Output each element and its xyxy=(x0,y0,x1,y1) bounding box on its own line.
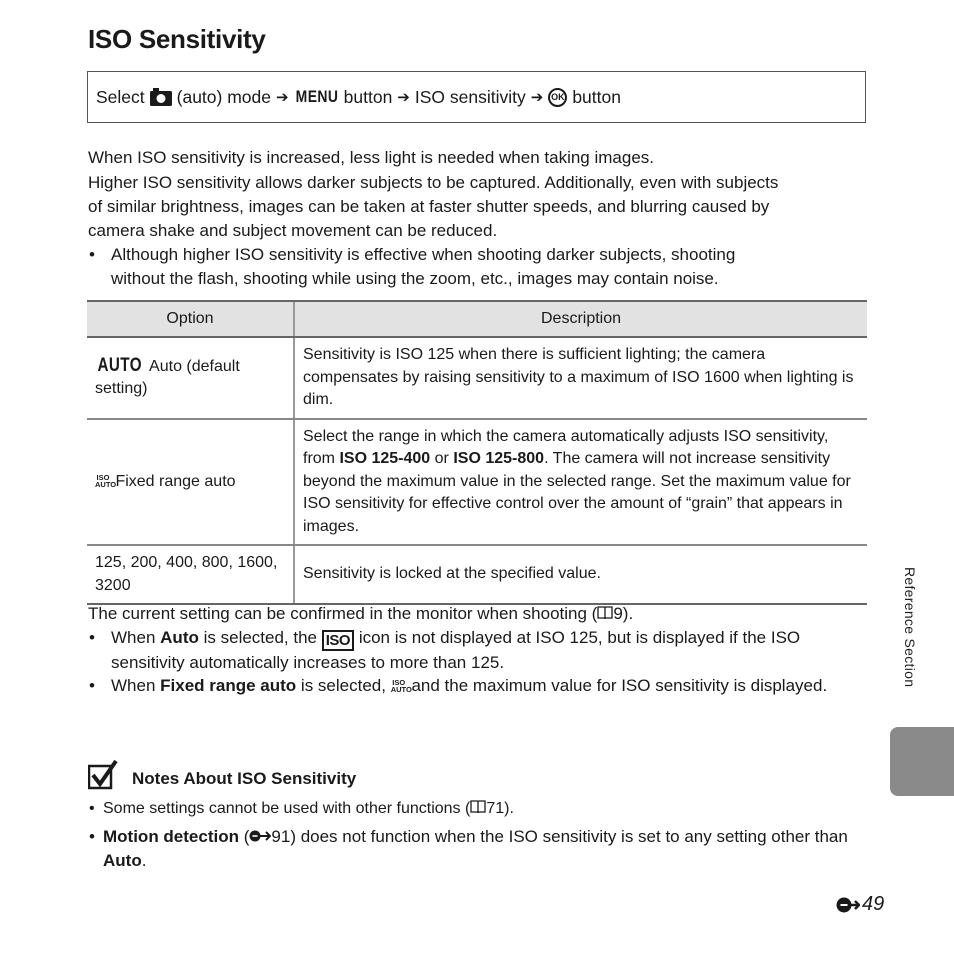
bold-term: Fixed range auto xyxy=(160,676,297,695)
option-cell: 125, 200, 400, 800, 1600, 3200 xyxy=(87,545,294,604)
text: Some settings cannot be used with other functions ( xyxy=(103,800,471,817)
option-label: Auto (default setting) xyxy=(95,357,240,398)
table-header-row xyxy=(87,301,867,337)
page-number-text: 49 xyxy=(862,893,885,915)
auto-iso-icon: AUTO xyxy=(97,354,142,376)
text: ) does not function when the ISO sensitivity is set to any setting other than xyxy=(290,827,848,846)
description-cell xyxy=(294,419,867,546)
text: and the maximum value for ISO sensitivity is displayed. xyxy=(411,676,828,695)
text: ). xyxy=(504,800,514,817)
text: icon is not displayed at ISO 125, but is displayed if the ISO sensitivity automatically increases to more than 125. xyxy=(111,628,801,672)
intro-bullet xyxy=(88,243,868,291)
table-row xyxy=(87,337,867,419)
intro-paragraph-1: When ISO sensitivity is increased, less light is needed when taking images. xyxy=(88,148,654,167)
text: The current setting can be confirmed in the monitor when shooting ( xyxy=(88,604,598,623)
bullet-dot: • xyxy=(89,245,95,264)
text: ( xyxy=(243,827,250,846)
fixed-range-bullet xyxy=(88,674,868,698)
text: When xyxy=(111,628,156,647)
iso-icon: ISO xyxy=(322,630,354,651)
camera-icon xyxy=(150,88,172,106)
arrow-right-icon: ➔ xyxy=(397,89,410,106)
table-row xyxy=(87,419,867,546)
notes-title: Notes About ISO Sensitivity xyxy=(132,769,357,788)
reference-section-icon xyxy=(249,829,271,843)
bold-term: Motion detection xyxy=(103,827,239,846)
arrow-right-icon: ➔ xyxy=(276,89,289,106)
nav-button: button xyxy=(572,86,621,107)
nav-select: Select xyxy=(96,86,145,107)
arrow-right-icon: ➔ xyxy=(530,89,544,106)
section-side-label: Reference Section xyxy=(902,567,918,688)
nav-iso-sensitivity: ISO sensitivity xyxy=(414,86,526,107)
page-ref: 71 xyxy=(486,800,505,817)
intro-bullet-line-1: Although higher ISO sensitivity is effective when shooting darker subjects, shooting xyxy=(111,245,736,264)
page-number xyxy=(836,893,884,916)
ok-button-icon: OK xyxy=(548,88,567,107)
bold-term: Auto xyxy=(103,851,142,870)
fixed-range-auto-icon xyxy=(95,472,117,489)
text: . xyxy=(141,851,147,870)
section-tab xyxy=(890,727,954,796)
text: is selected, the xyxy=(203,628,318,647)
nav-button: button xyxy=(343,86,393,107)
header-description: Description xyxy=(294,301,867,337)
bullet-dot: • xyxy=(89,800,95,817)
page-ref: 9 xyxy=(613,604,623,623)
checkmark-note-icon xyxy=(88,760,118,790)
icon-text-bottom: AUTO xyxy=(95,479,117,489)
icon-text-bottom: AUTO xyxy=(390,685,412,694)
option-label: Fixed range auto xyxy=(115,472,236,490)
intro-paragraph-2-line-1: Higher ISO sensitivity allows darker subjects to be captured. Additionally, even with subjects xyxy=(88,173,779,192)
range-low: ISO 125-400 xyxy=(339,450,431,467)
text: ). xyxy=(622,604,634,623)
description-cell: Sensitivity is ISO 125 when there is sufficient lighting; the camera compensates by raising sensitivity to a maximum of ISO 1600 when lighting is dim. xyxy=(294,337,867,419)
option-cell xyxy=(87,419,294,546)
iso-options-table xyxy=(87,300,867,605)
bullet-dot: • xyxy=(89,676,95,695)
intro-paragraph-2-line-2: of similar brightness, images can be taken at faster shutter speeds, and blurring caused by xyxy=(88,197,770,216)
desc-text: . The camera will not increase sensitivity beyond the maximum value in the selected range. Set the maximum value for ISO sensitivity for effective control over the amount of “grain” that appears in images. xyxy=(303,450,851,535)
intro-paragraph-2-line-3: camera shake and subject movement can be reduced. xyxy=(88,221,498,240)
table-row xyxy=(87,545,867,604)
intro-bullet-line-2: without the flash, shooting while using the zoom, etc., images may contain noise. xyxy=(111,269,719,288)
current-setting-paragraph xyxy=(88,602,868,626)
desc-text: Select the range in which the camera automatically adjusts ISO sensitivity, from xyxy=(303,427,829,467)
bullet-dot: • xyxy=(89,827,95,846)
icon-text-top: ISO xyxy=(96,472,110,482)
description-cell: Sensitivity is locked at the specified value. xyxy=(294,545,867,604)
book-reference-icon xyxy=(470,800,486,814)
notes-heading xyxy=(88,760,356,790)
menu-button-icon: MENU xyxy=(295,87,338,106)
bullet-dot: • xyxy=(89,628,95,647)
reference-section-icon xyxy=(836,896,860,914)
fixed-range-auto-icon xyxy=(390,678,412,694)
header-option: Option xyxy=(87,301,294,337)
auto-bullet xyxy=(88,626,868,675)
page-ref: 91 xyxy=(271,827,291,846)
bold-term: Auto xyxy=(160,628,199,647)
icon-text-top: ISO xyxy=(392,678,406,687)
book-reference-icon xyxy=(597,606,613,620)
note-bullet-1 xyxy=(88,797,868,821)
page-title: ISO Sensitivity xyxy=(88,24,266,54)
menu-path-box xyxy=(87,71,866,123)
text: When xyxy=(111,676,156,695)
nav-auto-mode: (auto) mode xyxy=(176,86,271,107)
note-bullet-2 xyxy=(88,825,868,873)
desc-or: or xyxy=(434,450,449,467)
text: is selected, xyxy=(300,676,386,695)
option-cell xyxy=(87,337,294,419)
range-high: ISO 125-800 xyxy=(453,450,545,467)
